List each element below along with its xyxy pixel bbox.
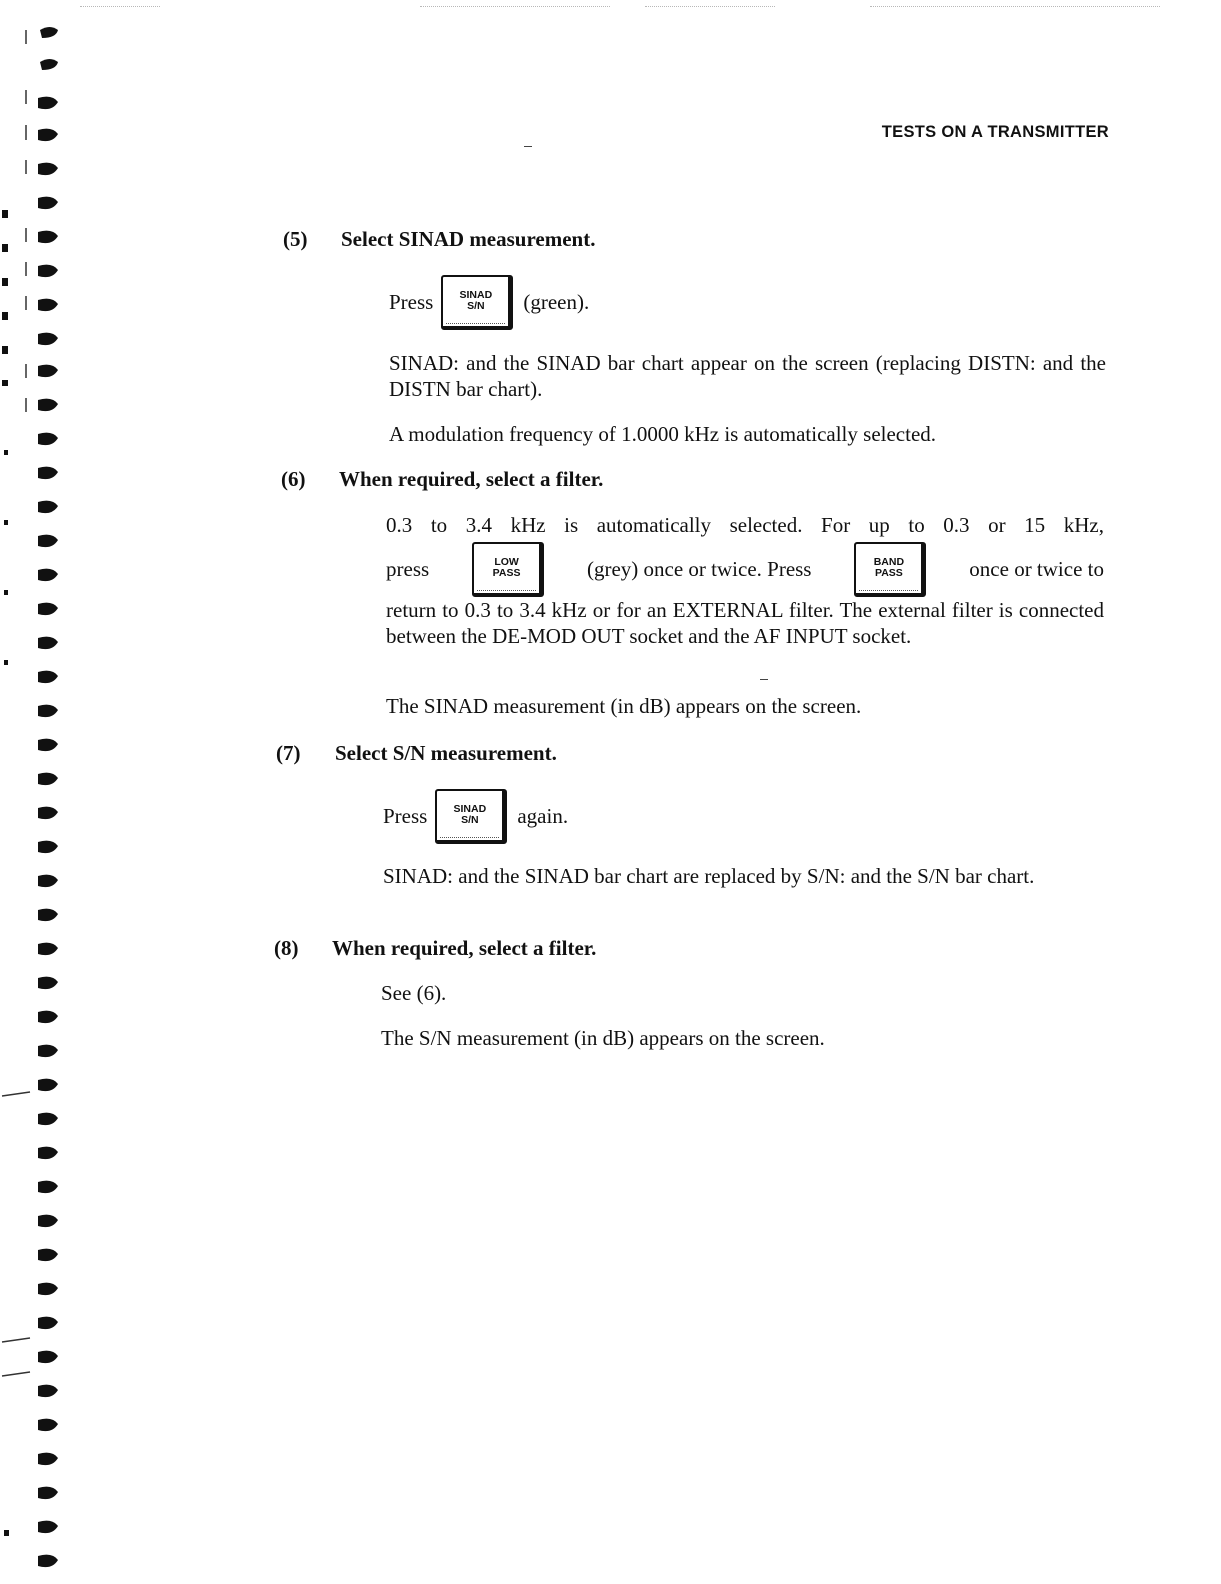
- key-label-line2: PASS: [492, 566, 521, 579]
- step-8-heading: [274, 936, 596, 961]
- low-pass-note: (grey) once or twice. Press: [586, 556, 812, 581]
- step-7-heading: [276, 741, 557, 766]
- step-6-press-line: [386, 541, 1104, 597]
- step-8-number: (8): [274, 936, 299, 960]
- key-label-line2: PASS: [874, 566, 903, 579]
- step-7-press-line: [383, 788, 568, 844]
- scan-speck: [524, 146, 532, 147]
- press-text: Press: [383, 803, 428, 828]
- step-6-paragraph-rest: return to 0.3 to 3.4 kHz or for an EXTERNAL filter. The external filter is connected between the DE-MOD OUT socket and the AF INPUT socket.: [386, 598, 1104, 648]
- step-5-title: Select SINAD measurement.: [341, 227, 596, 251]
- key-label-line1: SINAD: [453, 802, 487, 815]
- running-header: TESTS ON A TRANSMITTER: [881, 123, 1109, 141]
- sinad-sn-key: [441, 275, 513, 330]
- step-8-title: When required, select a filter.: [332, 936, 597, 960]
- step-7-number: (7): [276, 741, 301, 765]
- band-pass-key: [854, 542, 926, 597]
- step-5-paragraph-1: SINAD: and the SINAD bar chart appear on the screen (replacing DISTN: and the DISTN bar chart).: [389, 351, 1106, 401]
- step-5-paragraph-2: A modulation frequency of 1.0000 kHz is automatically selected.: [389, 422, 937, 446]
- scan-border-line: [870, 6, 1160, 7]
- scan-border-line: [80, 6, 160, 7]
- step-6-result: The SINAD measurement (in dB) appears on the screen.: [386, 694, 862, 718]
- step-5-press-line: [389, 274, 589, 330]
- step-6-line-1: 0.3 to 3.4 kHz is automatically selected. For up to 0.3 or 15 kHz,: [386, 513, 1104, 537]
- step-6-title: When required, select a filter.: [339, 467, 604, 491]
- key-color-note: (green).: [523, 289, 590, 314]
- step-6-heading: [281, 467, 603, 492]
- press-text: Press: [389, 289, 434, 314]
- step-5-heading: [283, 227, 595, 252]
- key-label-line2: S/N: [461, 813, 479, 826]
- scan-speck: [760, 679, 768, 680]
- key-label-line1: SINAD: [459, 288, 493, 301]
- low-pass-key: [472, 542, 544, 597]
- scan-border-line: [645, 6, 775, 7]
- step-7-paragraph-1: SINAD: and the SINAD bar chart are replaced by S/N: and the S/N bar chart.: [383, 864, 1035, 888]
- press-text: press: [386, 556, 430, 581]
- key-label-line1: BAND: [873, 555, 905, 568]
- step-7-title: Select S/N measurement.: [335, 741, 557, 765]
- key-label-line2: S/N: [467, 299, 485, 312]
- key-label-line1: LOW: [494, 555, 519, 568]
- scan-border-line: [420, 6, 610, 7]
- binding-strip: [0, 0, 72, 1584]
- sinad-sn-key: [435, 789, 507, 844]
- step-8-paragraph-1: See (6).: [381, 981, 447, 1005]
- band-pass-note: once or twice to: [969, 556, 1104, 581]
- step-6-number: (6): [281, 467, 306, 491]
- step-8-paragraph-2: The S/N measurement (in dB) appears on the screen.: [381, 1026, 825, 1050]
- again-note: again.: [517, 803, 569, 828]
- step-5-number: (5): [283, 227, 308, 251]
